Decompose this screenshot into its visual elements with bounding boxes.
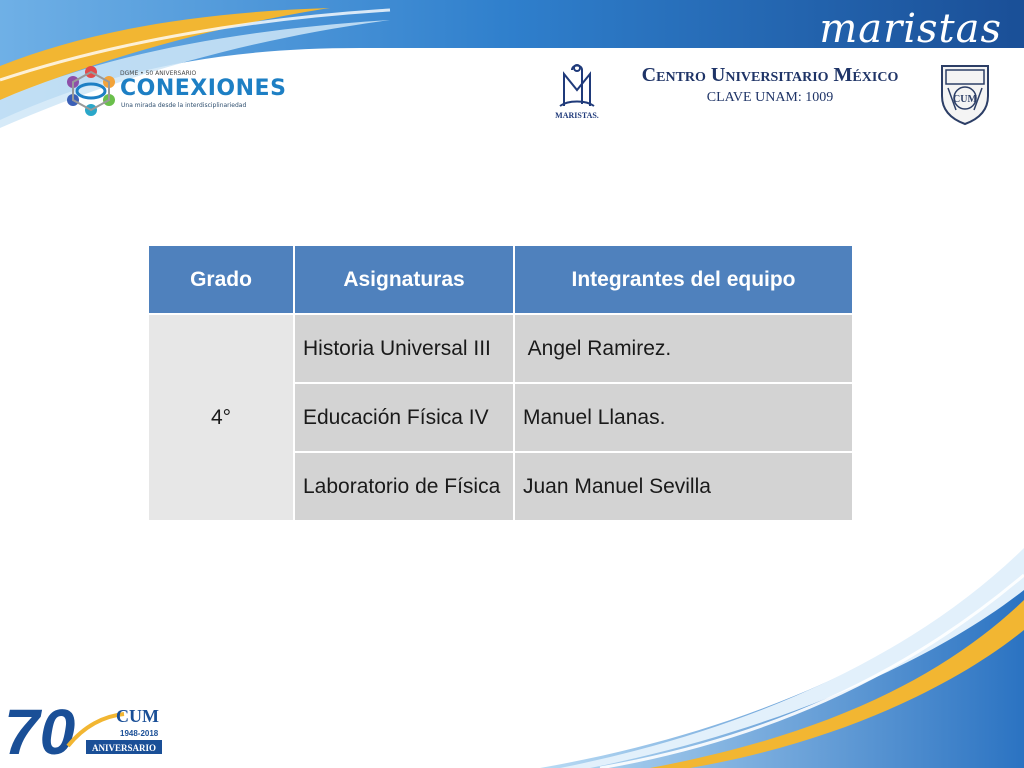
member-cell: Juan Manuel Sevilla	[514, 452, 853, 521]
conexiones-icon	[64, 62, 118, 118]
institution-clave: CLAVE UNAM: 1009	[706, 90, 834, 105]
institution-name: Centro Universitario México	[641, 64, 899, 86]
table-row	[148, 314, 853, 383]
header-asignaturas: Asignaturas	[294, 245, 514, 314]
subject-cell: Historia Universal III	[294, 314, 514, 383]
conexiones-title: CONEXIONES	[120, 76, 287, 101]
conexiones-subtitle: Una mirada desde la interdisciplinariedad	[121, 102, 247, 109]
anniversary-years: 1948-2018	[120, 729, 159, 738]
header-integrantes: Integrantes del equipo	[514, 245, 853, 314]
anniversary-label: ANIVERSARIO	[91, 743, 157, 753]
table-header-row	[148, 245, 853, 314]
team-table	[147, 244, 854, 522]
maristas-monogram-icon	[550, 60, 604, 112]
subject-cell: Laboratorio de Física	[294, 452, 514, 521]
anniversary-cum: CUM	[116, 706, 159, 726]
member-cell: Angel Ramirez.	[514, 314, 853, 383]
maristas-seal	[550, 60, 604, 122]
crest-shield-icon	[936, 60, 994, 126]
grade-cell: 4°	[148, 314, 294, 521]
conexiones-kicker: DGME • 50 ANIVERSARIO	[120, 70, 197, 77]
header-grado: Grado	[148, 245, 294, 314]
member-cell: Manuel Llanas.	[514, 383, 853, 452]
maristas-seal-label: MARISTAS.	[555, 111, 599, 120]
maristas-brand-script: maristas	[819, 6, 1002, 52]
anniversary-badge	[4, 696, 164, 760]
subject-cell: Educación Física IV	[294, 383, 514, 452]
anniversary-logo-icon	[4, 696, 164, 760]
crest-label: CUM	[953, 94, 977, 105]
conexiones-logo	[64, 62, 287, 120]
anniversary-number: 70	[4, 696, 76, 760]
cum-crest	[936, 60, 994, 126]
